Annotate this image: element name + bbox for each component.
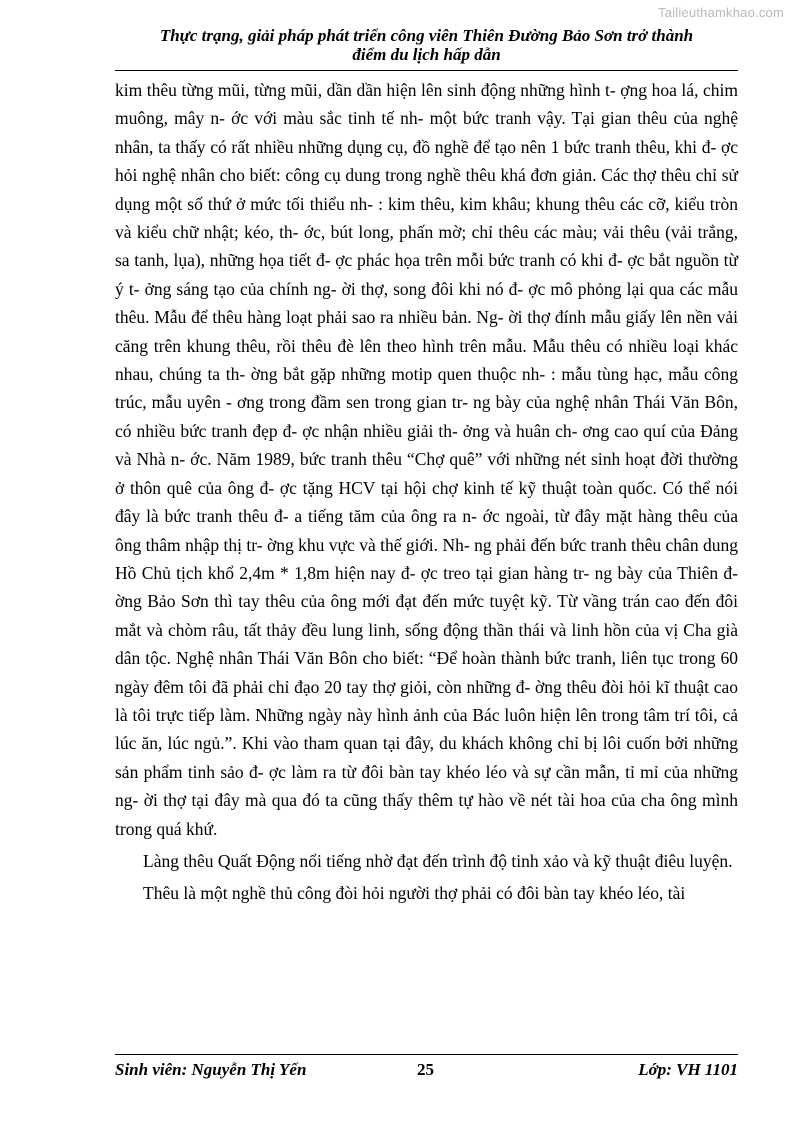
footer-class: Lớp: VH 1101 [638,1060,738,1079]
header-title-line-1: Thực trạng, giải pháp phát triển công viên Thiên Đường Bảo Sơn trở thành [159,26,694,45]
body-text [115,76,738,908]
footer-divider [115,1054,738,1055]
footer-student-name: Sinh viên: Nguyễn Thị Yến [115,1060,307,1079]
page-number: 25 [417,1060,434,1079]
paragraph-quat-dong: Làng thêu Quất Động nổi tiếng nhờ đạt đến trình độ tinh xảo và kỹ thuật điêu luyện. [143,850,733,871]
paragraph-continued: kim thêu từng mũi, từng mũi, dần dần hiện lên sinh động những hình t- ợng hoa lá, chim muông, mây n- ớc với màu sắc tinh tế nh- một bức tranh vậy. Tại gian thêu của nghệ nhân, ta thấy có rất nhiều những dụng cụ, đồ nghề để tạo nên 1 bức tranh thêu, khi đ- ợc hỏi nghệ nhân cho biết: công cụ dung trong nghề thêu khá đơn giản. Các thợ thêu chỉ sử dụng một số thứ ở mức tối thiểu nh- : kim thêu, kim khâu; khung thêu các cỡ, kiểu tròn và kiểu chữ nhật; kéo, th- ớc, bút long, phấn mờ; chỉ thêu các màu; vải thêu (vải trắng, sa tanh, lụa), những họa tiết đ- ợc phác họa trên mỗi bức tranh có khi đ- ợc bắt nguồn từ ý t- ởng sáng tạo của chính ng- ời thợ, song đôi khi nó đ- ợc mô phỏng lại qua các mẫu thêu. Mẫu để thêu hàng loạt phải sao ra nhiều bản. Ng- ời thợ đính mẫu giấy lên nền vải căng trên khung thêu, rồi thêu đè lên theo hình trên mẫu. Mẫu thêu có nhiều loại khác nhau, chúng ta th- ờng bắt gặp những motip quen thuộc nh- : mẫu tùng hạc, mẫu công trúc, mẫu uyên - ơng trong đầm sen trong gian tr- ng bày của nghệ nhân Thái Văn Bôn, có nhiều bức tranh đẹp đ- ợc nhận nhiều giải th- ởng và huân ch- ơng cao quí của Đảng và Nhà n- ớc. Năm 1989, bức tranh thêu “Chợ quê” với những nét sinh hoạt đời thường ở thôn quê của ông đ- ợc tặng HCV tại hội chợ kinh tế kỹ thuật toàn quốc. Có thể nói đây là bức tranh thêu đ- a tiếng tăm của ông ra n- ớc ngoài, từ đây mặt hàng thêu của ông thâm nhập thị tr- ờng khu vực và thế giới. Nh- ng phải đến bức tranh thêu chân dung Hồ Chủ tịch khổ 2,4m * 1,8m hiện nay đ- ợc treo tại gian hàng tr- ng bày của Thiên đ- ờng Bảo Sơn thì tay thêu của ông mới đạt đến mức tuyệt kỹ. Từ vầng trán cao đến đôi mắt và chòm râu, tất thảy đều lung linh, sống động thần thái và linh hồn của vị Cha già dân tộc. Nghệ nhân Thái Văn Bôn cho biết: “Để hoàn thành bức tranh, liên tục trong 60 ngày đêm tôi đã phải chỉ đạo 20 tay thợ giỏi, còn những đ- ờng thêu đòi hỏi kĩ thuật cao là tôi trực tiếp làm. Những ngày này hình ảnh của Bác luôn hiện lên trong tâm trí tôi, cả lúc ăn, lúc ngủ.”. Khi vào tham quan tại đây, du khách không chỉ bị lôi cuốn bởi những sản phẩm tinh sảo đ- ợc làm ra từ đôi bàn tay khéo léo và sự cần mẫn, tỉ mỉ của những ng- ời thợ tại đây mà qua đó ta cũng thấy thêm tự hào về nét tài hoa của cha ông mình trong quá khứ. [115,80,738,839]
watermark: Tailieuthamkhao.com [658,5,784,20]
page-footer [115,1060,738,1084]
header-divider [115,70,738,71]
header-title-line-2: điểm du lịch hấp dẫn [352,45,501,64]
paragraph-theu-nghe: Thêu là một nghề thủ công đòi hỏi người thợ phải có đôi bàn tay khéo léo, tài [143,883,686,904]
page-header [115,26,738,64]
